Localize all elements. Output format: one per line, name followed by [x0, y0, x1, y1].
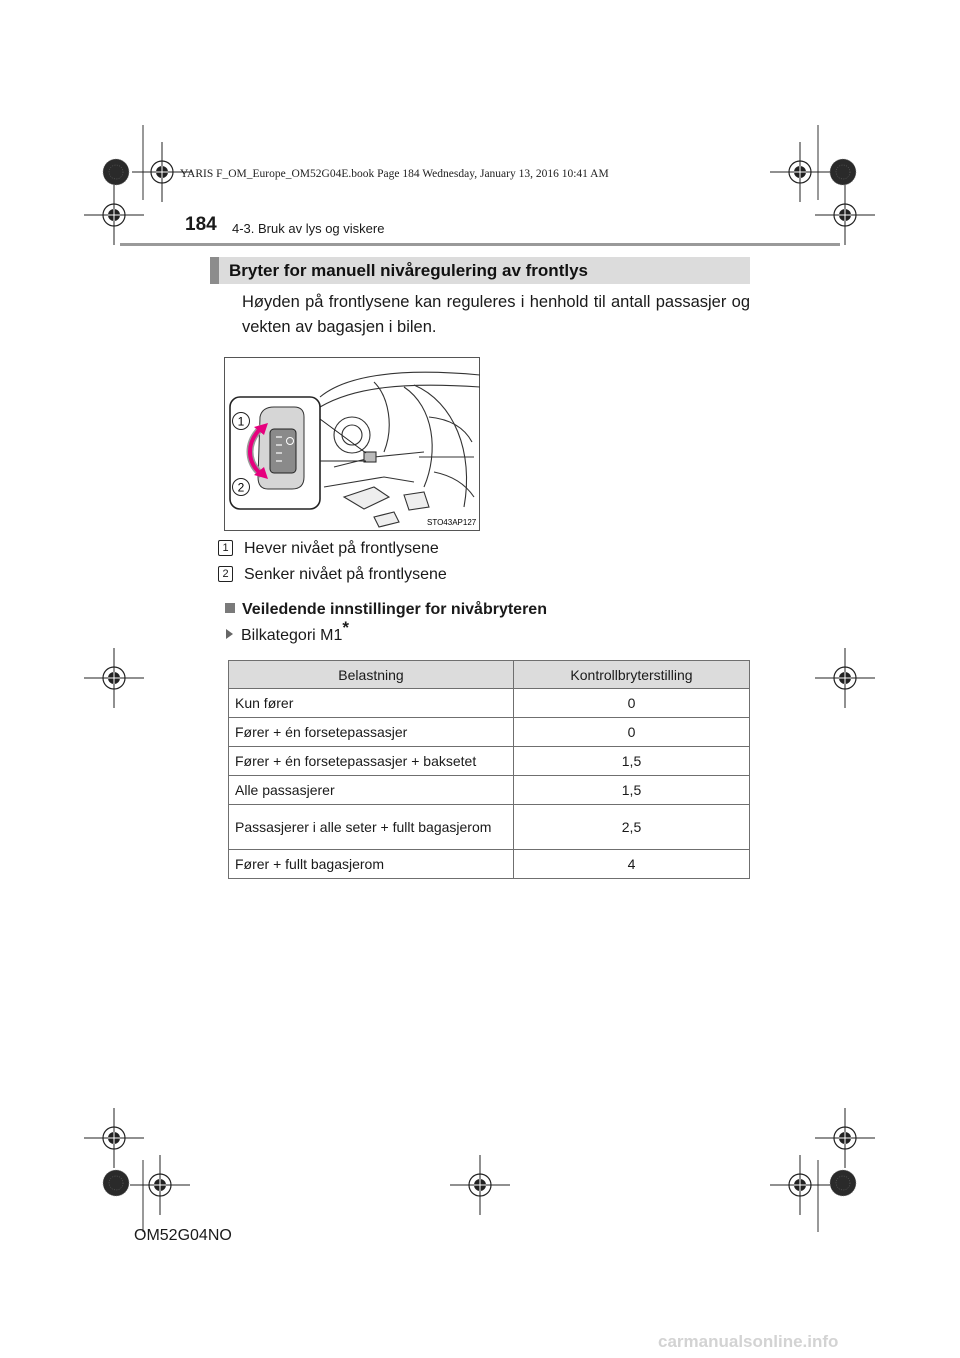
column-header: Kontrollbryterstilling: [514, 661, 750, 689]
table-row: [229, 850, 750, 879]
banner-accent-bar: [210, 257, 219, 284]
setting-cell: 4: [514, 850, 750, 879]
subheading: [225, 601, 547, 619]
footer-code: OM52G04NO: [134, 1227, 232, 1244]
table-row: [229, 805, 750, 850]
figure-code: STO43AP127: [427, 518, 477, 527]
section-banner: [210, 257, 750, 284]
section-heading: 4-3. Bruk av lys og viskere: [232, 221, 385, 236]
load-cell: Passasjerer i alle seter + fullt bagasjerom: [229, 805, 514, 850]
setting-cell: 0: [514, 689, 750, 718]
category-text: Bilkategori M1: [241, 627, 343, 644]
callout-item: [218, 566, 447, 584]
banner-title: Bryter for manuell nivåregulering av frontlys: [229, 261, 588, 280]
triangle-bullet-icon: [226, 629, 233, 639]
headlight-switch-illustration: [224, 357, 480, 531]
load-cell: Alle passasjerer: [229, 776, 514, 805]
callout-text: Senker nivået på frontlysene: [244, 566, 447, 583]
page-number: 184: [185, 214, 217, 235]
setting-cell: 2,5: [514, 805, 750, 850]
site-watermark: carmanualsonline.info: [658, 1332, 839, 1351]
header-rule: [120, 243, 840, 246]
callout-text: Hever nivået på frontlysene: [244, 540, 439, 557]
table-row: [229, 747, 750, 776]
table-row: [229, 776, 750, 805]
subheading-text: Veiledende innstillinger for nivåbryteren: [242, 601, 547, 618]
callout-item: [218, 540, 439, 558]
load-cell: Kun fører: [229, 689, 514, 718]
load-cell: Fører + én forsetepassasjer + baksetet: [229, 747, 514, 776]
setting-cell: 0: [514, 718, 750, 747]
load-cell: Fører + én forsetepassasjer: [229, 718, 514, 747]
file-info: YARIS F_OM_Europe_OM52G04E.book Page 184 Wednesday, January 13, 2016 10:41 AM: [180, 168, 609, 180]
load-cell: Fører + fullt bagasjerom: [229, 850, 514, 879]
square-bullet-icon: [225, 603, 235, 613]
callout-number: 2: [218, 566, 233, 582]
figure-label-1: 1: [237, 414, 245, 429]
table-row: [229, 718, 750, 747]
setting-cell: 1,5: [514, 776, 750, 805]
column-header: Belastning: [229, 661, 514, 689]
intro-paragraph: Høyden på frontlysene kan reguleres i henhold til antall passasjer og vekten av bagasjen i bilen.: [242, 293, 750, 336]
load-setting-table: [228, 660, 750, 879]
asterisk-mark: *: [342, 618, 349, 637]
setting-cell: 1,5: [514, 747, 750, 776]
vehicle-category: [226, 618, 349, 645]
figure-label-2: 2: [237, 480, 245, 495]
callout-number: 1: [218, 540, 233, 556]
table-row: [229, 689, 750, 718]
table-header-row: [229, 661, 750, 689]
